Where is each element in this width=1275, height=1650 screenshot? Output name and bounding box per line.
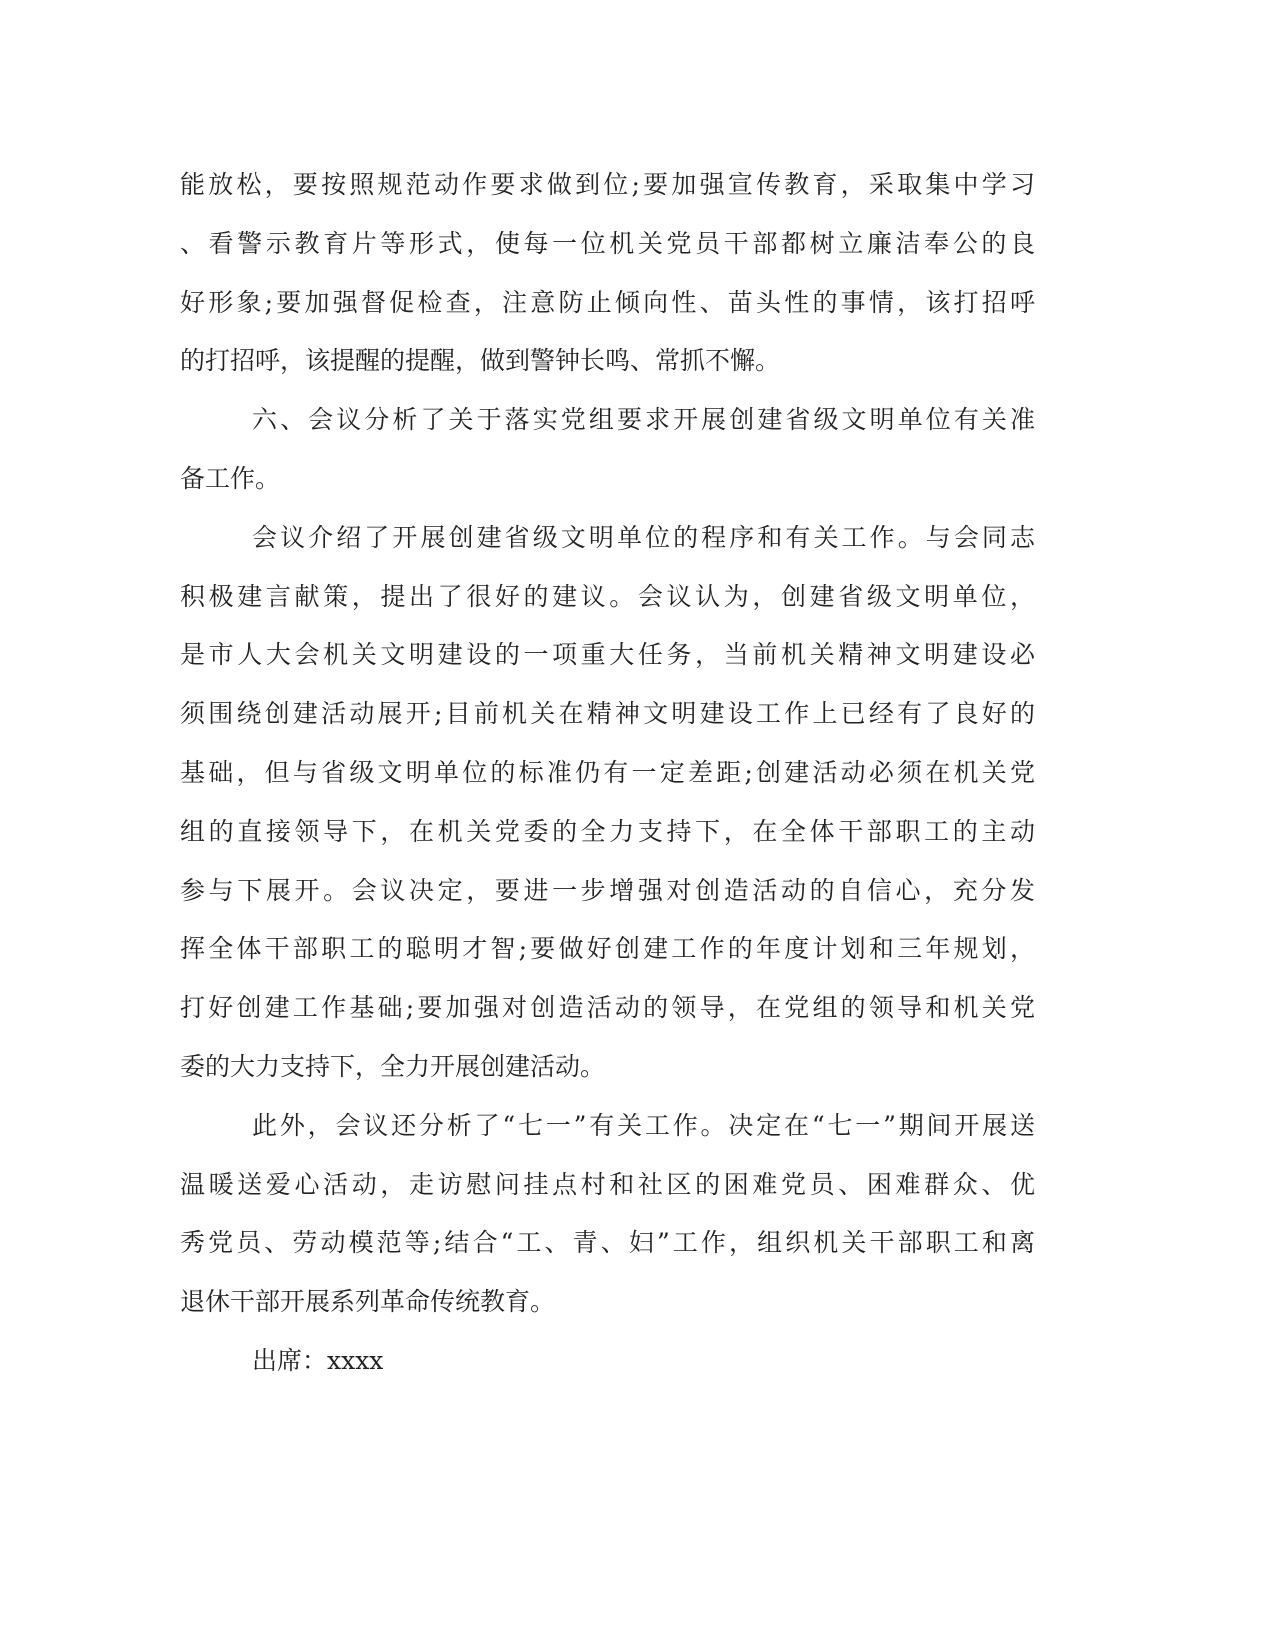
text-line: 六、会议分析了关于落实党组要求开展创建省级文明单位有关准 <box>252 405 1035 435</box>
text-line: 秀党员、劳动模范等;结合“工、青、妇”工作，组织机关干部职工和离 <box>180 1228 1035 1258</box>
paragraph-3 <box>180 509 1035 1097</box>
text-line: 能放松，要按照规范动作要求做到位;要加强宣传教育，采取集中学习 <box>180 170 1035 199</box>
text-line: 退休干部开展系列革命传统教育。 <box>180 1287 556 1317</box>
text-line: 参与下展开。会议决定，要进一步增强对创造活动的自信心，充分发 <box>180 875 1035 905</box>
text-line: 组的直接领导下，在机关党委的全力支持下，在全体干部职工的主动 <box>180 816 1035 846</box>
text-line: 基础，但与省级文明单位的标准仍有一定差距;创建活动必须在机关党 <box>180 757 1035 787</box>
text-line: 是市人大会机关文明建设的一项重大任务，当前机关精神文明建设必 <box>180 640 1035 670</box>
paragraph-2 <box>180 391 1035 509</box>
text-line: 委的大力支持下，全力开展创建活动。 <box>180 1051 606 1081</box>
text-line: 须围绕创建活动展开;目前机关在精神文明建设工作上已经有了良好的 <box>180 699 1035 729</box>
text-line: 、看警示教育片等形式，使每一位机关党员干部都树立廉洁奉公的良 <box>180 228 1035 258</box>
text-line: 好形象;要加强督促检查，注意防止倾向性、苗头性的事情，该打招呼 <box>180 287 1035 317</box>
paragraph-5 <box>180 1332 1035 1391</box>
text-line: 的打招呼，该提醒的提醒，做到警钟长鸣、常抓不懈。 <box>180 346 781 376</box>
text-line: 积极建言献策，提出了很好的建议。会议认为，创建省级文明单位， <box>180 581 1035 611</box>
document-body <box>180 156 1035 1391</box>
text-line: 打好创建工作基础;要加强对创造活动的领导，在党组的领导和机关党 <box>180 993 1035 1023</box>
text-line: 此外，会议还分析了“七一”有关工作。决定在“七一”期间开展送 <box>252 1110 1035 1140</box>
attendance-line: 出席：xxxx <box>252 1345 384 1375</box>
text-line: 备工作。 <box>180 463 281 493</box>
text-line: 挥全体干部职工的聪明才智;要做好创建工作的年度计划和三年规划， <box>180 934 1035 964</box>
text-line: 温暖送爱心活动，走访慰问挂点村和社区的困难党员、困难群众、优 <box>180 1169 1035 1199</box>
paragraph-4 <box>180 1097 1035 1332</box>
paragraph-1 <box>180 156 1035 391</box>
text-line: 会议介绍了开展创建省级文明单位的程序和有关工作。与会同志 <box>252 522 1035 552</box>
